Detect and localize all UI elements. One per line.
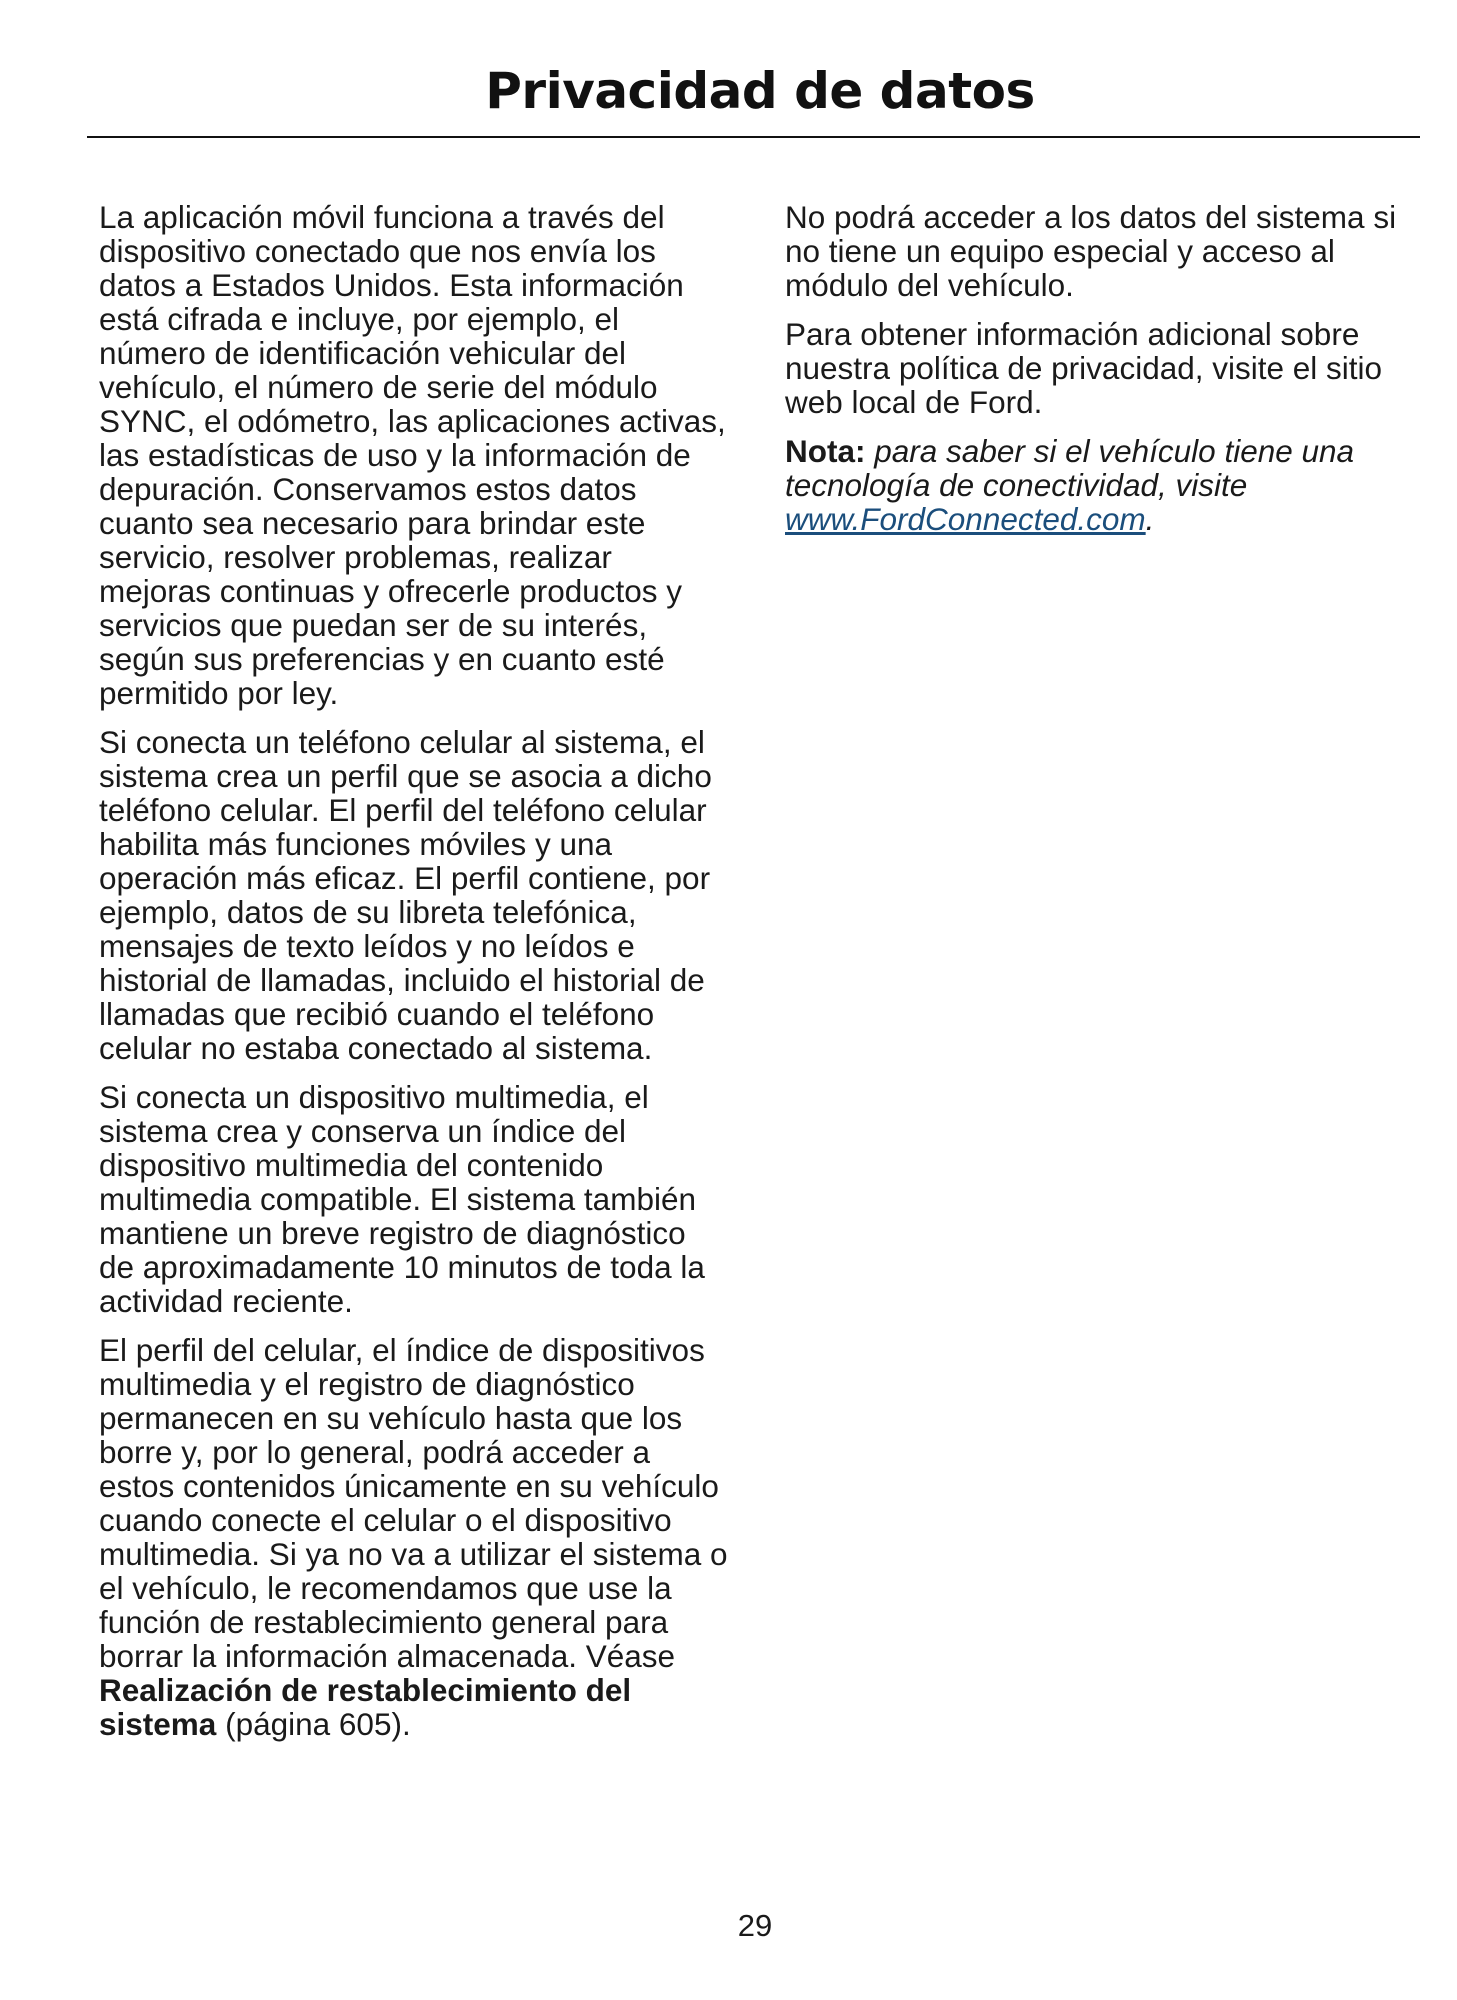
paragraph-mobile-app: La aplicación móvil funciona a través del dispositivo conectado que nos envía los datos a Estados Unidos. Esta información está cifrada e incluye, por ejemplo, el número de identificación vehicular del vehículo, el número de serie del módulo SYNC, el odómetro, las aplicaciones activas, las estadísticas de uso y la información de depuración. Conservamos estos datos cuanto sea necesario para brindar este servicio, resolver problemas, realizar mejoras continuas y ofrecerle productos y servicios que puedan ser de su interés, según sus preferencias y en cuanto esté permitido por ley.: [99, 199, 726, 711]
cross-reference-link[interactable]: Realización de restablecimiento del sistema: [99, 1672, 632, 1742]
left-column: [99, 200, 729, 1756]
title-divider: [87, 136, 1420, 138]
retention-text: El perfil del celular, el índice de dispositivos multimedia y el registro de diagnóstico permanecen en su vehículo hasta que los borre y, por lo general, podrá acceder a estos contenidos únicamente en su vehículo cuando conecte el celular o el dispositivo multimedia. Si ya no va a utilizar el sistema o el vehículo, le recomendamos que use la función de restablecimiento general para borrar la información almacenada. Véase: [99, 1332, 728, 1674]
right-column: [785, 200, 1415, 551]
note-label: Nota:: [785, 433, 866, 469]
page-title: Privacidad de datos: [485, 62, 1035, 120]
paragraph-media-device: Si conecta un dispositivo multimedia, el sistema crea y conserva un índice del dispositivo multimedia del contenido multimedia compatible. El sistema también mantiene un breve registro de diagnóstico de aproximadamente 10 minutos de toda la actividad reciente.: [99, 1079, 705, 1319]
paragraph-system-access: No podrá acceder a los datos del sistema si no tiene un equipo especial y acceso al módulo del vehículo.: [785, 199, 1397, 303]
note-end: .: [1145, 501, 1155, 537]
page-reference: (página 605).: [216, 1706, 411, 1742]
note-paragraph: [785, 434, 1415, 536]
note-text: para saber si el vehículo tiene una tecnología de conectividad, visite: [785, 433, 1355, 503]
ford-connected-link[interactable]: www.FordConnected.com: [785, 501, 1146, 537]
paragraph-data-retention: [99, 1333, 729, 1741]
paragraph-privacy-policy: Para obtener información adicional sobre nuestra política de privacidad, visite el sitio web local de Ford.: [785, 316, 1383, 420]
page-number: 29: [737, 1908, 773, 1943]
paragraph-phone-profile: Si conecta un teléfono celular al sistema, el sistema crea un perfil que se asocia a dicho teléfono celular. El perfil del teléfono celular habilita más funciones móviles y una operación más eficaz. El perfil contiene, por ejemplo, datos de su libreta telefónica, mensajes de texto leídos y no leídos e historial de llamadas, incluido el historial de llamadas que recibió cuando el teléfono celular no estaba conectado al sistema.: [99, 724, 712, 1066]
